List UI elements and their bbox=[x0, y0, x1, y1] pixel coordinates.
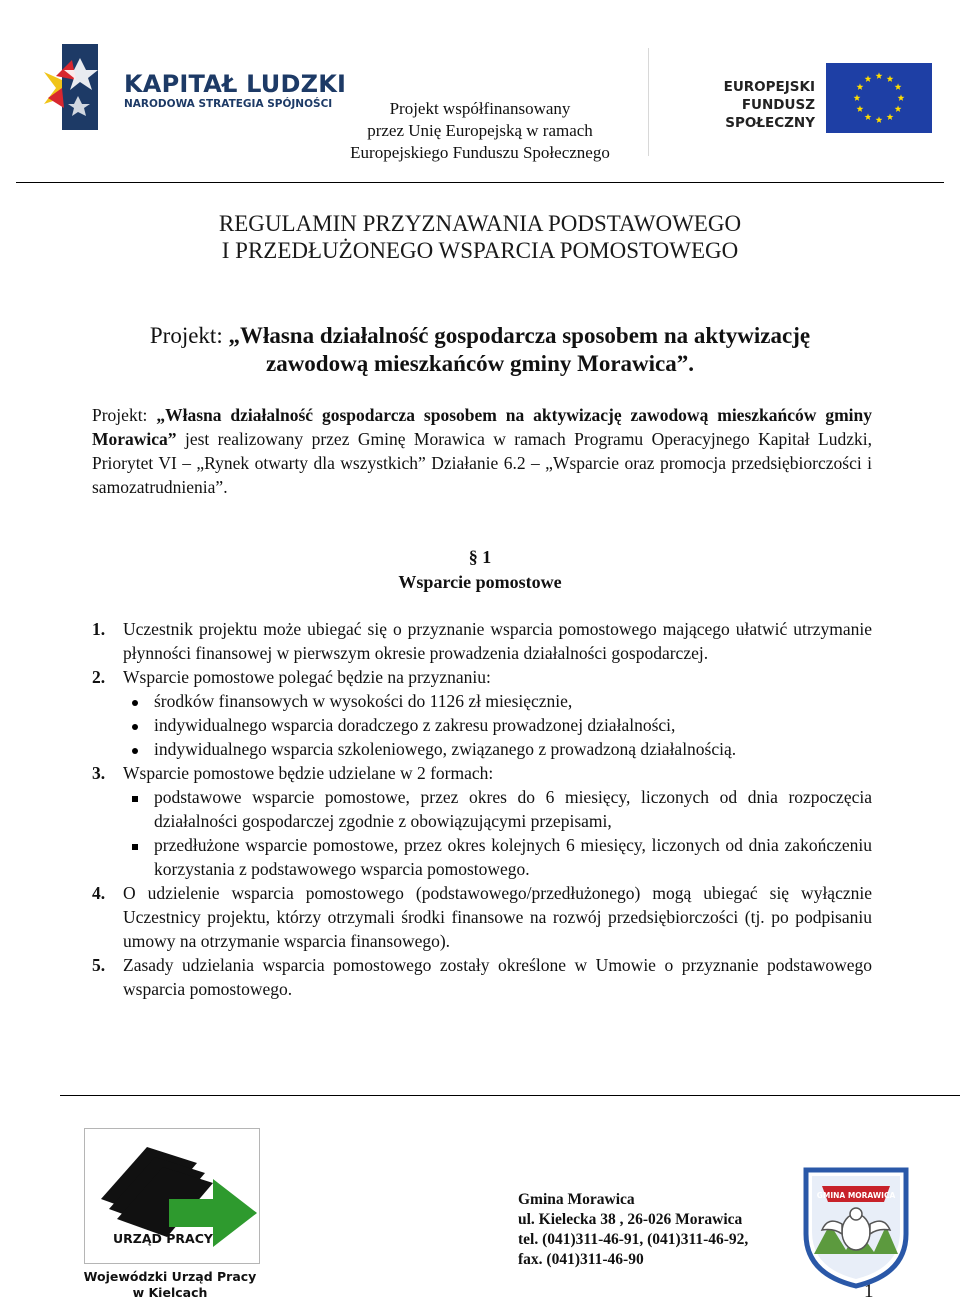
efs-logo-text bbox=[665, 78, 815, 132]
eu-flag-icon bbox=[826, 63, 932, 133]
project-name-line1: „Własna działalność gospodarcza sposobem na aktywizację bbox=[228, 323, 811, 348]
efs-line: EUROPEJSKI bbox=[723, 79, 815, 95]
item-text: O udzielenie wsparcia pomostowego (podstawowego/przedłużonego) mogą ubiegać się wyłącznie Uczestnicy projektu, którzy otrzymali środki finansowe na rozwój przedsiębiorczości (tj. po podpisaniu umowy na otrzymanie wsparcia finansowego). bbox=[123, 883, 872, 951]
header-divider bbox=[648, 48, 649, 156]
item-number: 3. bbox=[92, 763, 106, 783]
address-line: Gmina Morawica bbox=[518, 1191, 635, 1208]
page-number: 1 bbox=[864, 1281, 874, 1302]
bullet-item bbox=[123, 689, 872, 713]
list-item bbox=[92, 881, 872, 953]
address-line: tel. (041)311-46-91, (041)311-46-92, bbox=[518, 1231, 749, 1248]
bullet-item bbox=[123, 713, 872, 737]
kapital-ludzki-subtitle: NARODOWA STRATEGIA SPÓJNOŚCI bbox=[124, 98, 333, 110]
project-name-line2: zawodową mieszkańców gminy Morawica”. bbox=[265, 351, 694, 376]
caption-line: w Kielcach bbox=[132, 1285, 208, 1300]
bullet-text: środków finansowych w wysokości do 1126 zł miesięcznie, bbox=[154, 691, 573, 711]
cofinancing-line: przez Unię Europejską w ramach bbox=[367, 121, 593, 140]
square-bullet-item bbox=[123, 785, 872, 833]
bullet-text: indywidualnego wsparcia szkoleniowego, związanego z prowadzoną działalnością. bbox=[154, 739, 737, 759]
item-number: 2. bbox=[92, 667, 106, 687]
address-line: ul. Kielecka 38 , 26-026 Morawica bbox=[518, 1211, 743, 1228]
item-text: Zasady udzielania wsparcia pomostowego zostały określone w Umowie o przyznanie podstawowego wsparcia pomostowego. bbox=[123, 955, 872, 999]
intro-project-name: „Własna działalność gospodarcza sposobem na aktywizację zawodową mieszkańców gminy Morawica” bbox=[92, 405, 872, 449]
urzad-pracy-caption bbox=[80, 1269, 260, 1301]
urzad-pracy-logo bbox=[84, 1128, 260, 1264]
cofinancing-line: Projekt współfinansowany bbox=[389, 99, 571, 118]
gmina-crest-icon bbox=[800, 1164, 912, 1289]
kapital-ludzki-logo bbox=[42, 40, 347, 135]
bullet-dot-icon bbox=[127, 713, 143, 737]
cofinancing-note bbox=[330, 98, 630, 164]
intro-rest: jest realizowany przez Gminę Morawica w ramach Programu Operacyjnego Kapitał Ludzki, Priorytet VI – „Rynek otwarty dla wszystkich” Działanie 6.2 – „Wsparcie oraz promocja przedsiębiorczości i samozatrudnienia”. bbox=[92, 429, 872, 497]
intro-paragraph bbox=[92, 403, 872, 499]
intro-prefix: Projekt: bbox=[92, 405, 157, 425]
item-number: 1. bbox=[92, 619, 106, 639]
crest-text: GMINA MORAWICA bbox=[816, 1191, 896, 1200]
urzad-pracy-logo-text: URZĄD PRACY bbox=[113, 1231, 213, 1246]
item-text: Wsparcie pomostowe będzie udzielane w 2 formach: bbox=[123, 763, 494, 783]
header-rule bbox=[16, 182, 944, 183]
bullet-text: podstawowe wsparcie pomostowe, przez okres do 6 miesięcy, liczonych od dnia rozpoczęcia działalności gospodarczej zgodnie z obowiązującymi przepisami, bbox=[154, 787, 872, 831]
square-bullet-icon bbox=[127, 833, 143, 857]
item-number: 4. bbox=[92, 883, 106, 903]
project-prefix: Projekt: bbox=[149, 323, 229, 348]
points-list bbox=[92, 617, 872, 1001]
section-title: Wsparcie pomostowe bbox=[398, 572, 562, 592]
document-title bbox=[0, 210, 960, 264]
list-item bbox=[92, 617, 872, 665]
title-line: REGULAMIN PRZYZNAWANIA PODSTAWOWEGO bbox=[218, 211, 742, 236]
title-line: I PRZEDŁUŻONEGO WSPARCIA POMOSTOWEGO bbox=[221, 238, 739, 263]
caption-line: Wojewódzki Urząd Pracy bbox=[83, 1269, 257, 1284]
project-heading bbox=[0, 322, 960, 378]
efs-line: FUNDUSZ SPOŁECZNY bbox=[725, 97, 815, 131]
bullet-text: indywidualnego wsparcia doradczego z zakresu prowadzonej działalności, bbox=[154, 715, 676, 735]
cofinancing-line: Europejskiego Funduszu Społecznego bbox=[350, 143, 610, 162]
address-line: fax. (041)311-46-90 bbox=[518, 1251, 644, 1268]
bullet-dot-icon bbox=[127, 689, 143, 713]
list-item bbox=[92, 665, 872, 761]
bullet-dot-icon bbox=[127, 737, 143, 761]
bullet-item bbox=[123, 737, 872, 761]
square-bullet-item bbox=[123, 833, 872, 881]
kapital-ludzki-title: KAPITAŁ LUDZKI bbox=[124, 70, 347, 98]
item-text: Wsparcie pomostowe polegać będzie na przyznaniu: bbox=[123, 667, 491, 687]
list-item bbox=[92, 761, 872, 881]
square-bullet-icon bbox=[127, 785, 143, 809]
list-item bbox=[92, 953, 872, 1001]
gmina-address bbox=[518, 1190, 748, 1270]
urzad-pracy-arrow-icon bbox=[85, 1129, 259, 1263]
item-number: 5. bbox=[92, 955, 106, 975]
bullet-text: przedłużone wsparcie pomostowe, przez okres kolejnych 6 miesięcy, liczonych od dnia zakończeniu korzystania z podstawowego wsparcia pomostowego. bbox=[154, 835, 872, 879]
kapital-ludzki-emblem-icon bbox=[42, 40, 122, 135]
footer-rule bbox=[60, 1095, 960, 1096]
item-text: Uczestnik projektu może ubiegać się o przyznanie wsparcia pomostowego mającego ułatwić utrzymanie płynności finansowej w pierwszym okresie prowadzenia działalności gospodarczej. bbox=[123, 619, 872, 663]
section-number: § 1 bbox=[468, 547, 492, 567]
